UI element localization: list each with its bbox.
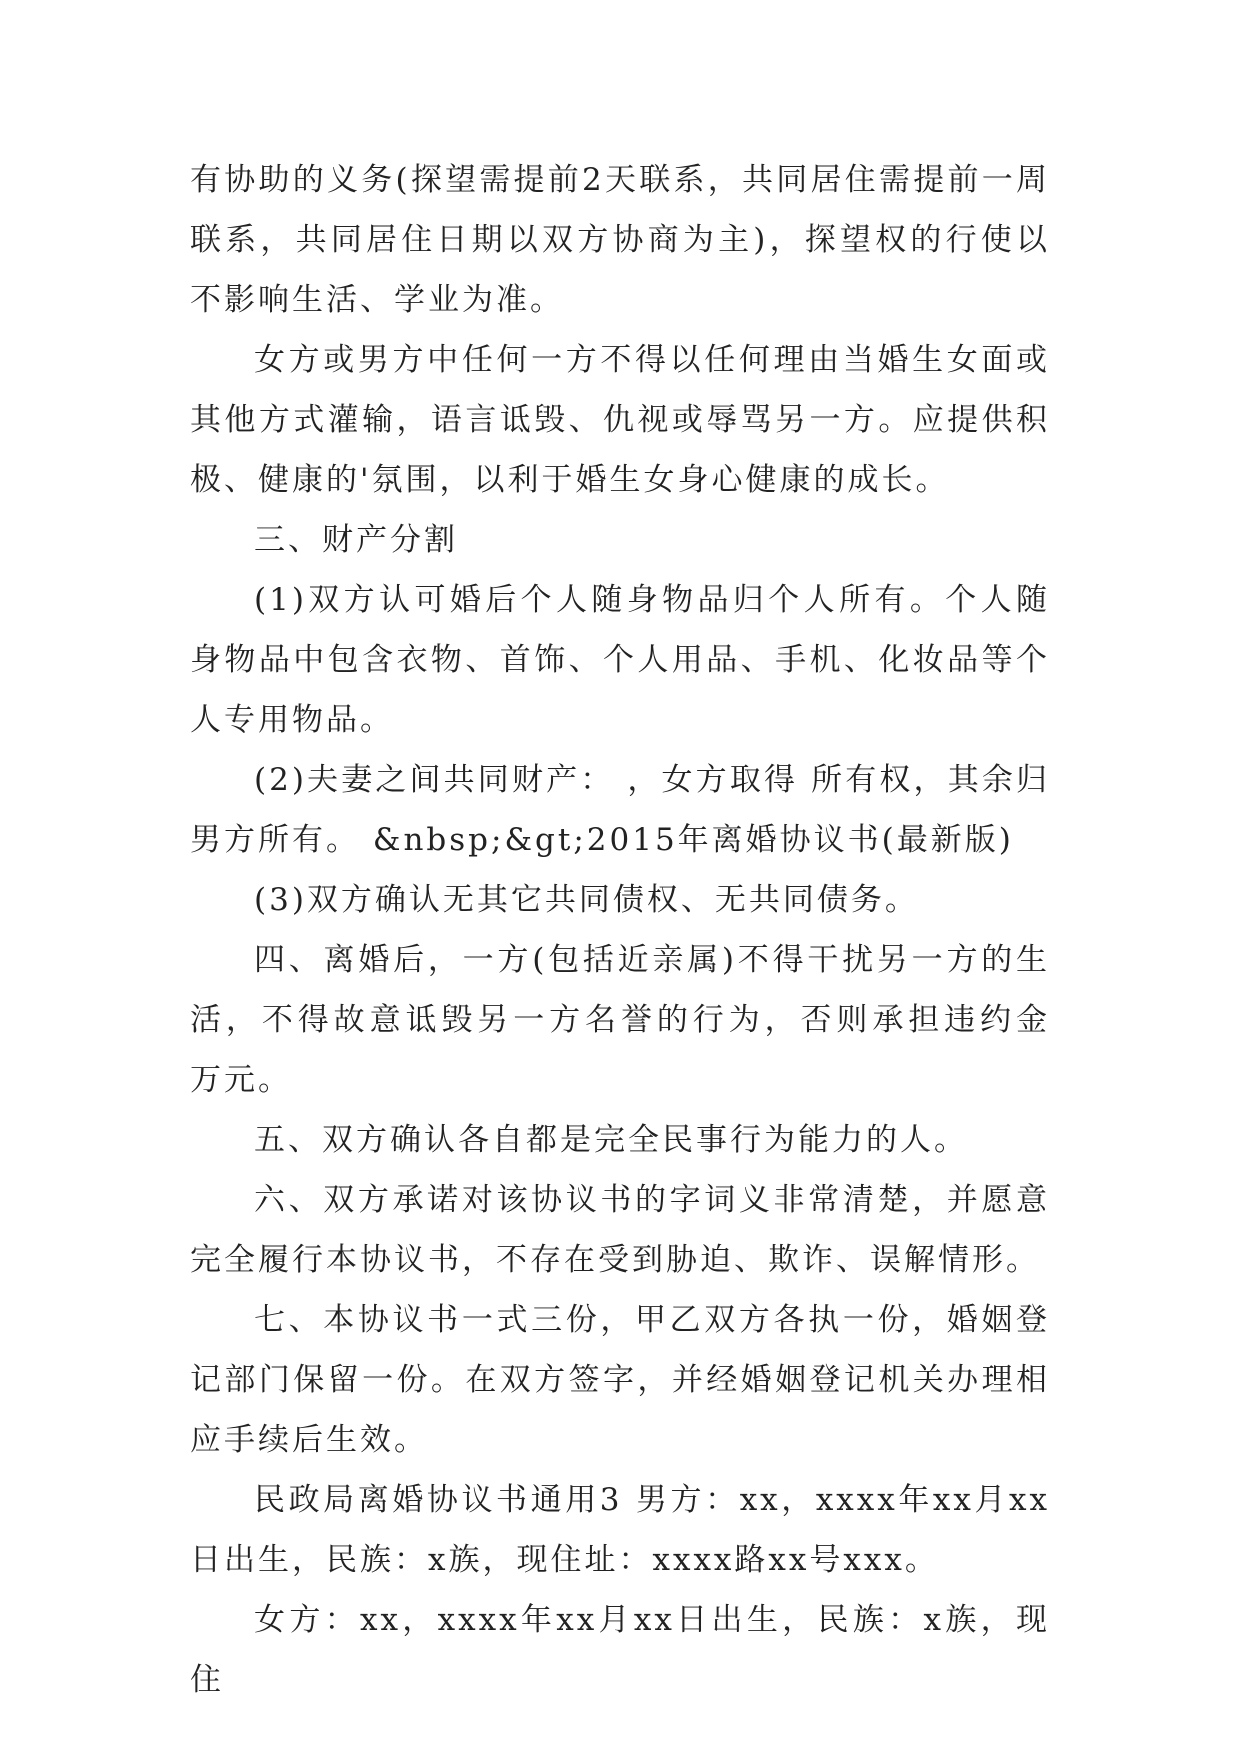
paragraph-personal-items: (1)双方认可婚后个人随身物品归个人所有。个人随身物品中包含衣物、首饰、个人用品、手机、化妆品等个人专用物品。 — [190, 582, 1050, 738]
paragraph-male-party-info: 民政局离婚协议书通用3 男方：xx，xxxx年xx月xx日出生，民族：x族，现住址：xxxx路xx号xxx。 — [190, 1482, 1050, 1578]
paragraph-joint-property: (2)夫妻之间共同财产： ，女方取得 所有权，其余归男方所有。 &nbsp;&gt;2015年离婚协议书(最新版) — [190, 762, 1050, 858]
paragraph-no-interference: 四、离婚后，一方(包括近亲属)不得干扰另一方的生活，不得故意诋毁另一方名誉的行为，否则承担违约金 万元。 — [190, 942, 1050, 1098]
paragraph-copies-effective: 七、本协议书一式三份，甲乙双方各执一份，婚姻登记部门保留一份。在双方签字，并经婚姻登记机关办理相应手续后生效。 — [190, 1302, 1050, 1458]
paragraph-civil-capacity: 五、双方确认各自都是完全民事行为能力的人。 — [254, 1122, 968, 1158]
paragraph-no-defamation: 女方或男方中任何一方不得以任何理由当婚生女面或其他方式灌输，语言诋毁、仇视或辱骂另一方。应提供积极、健康的'氛围，以利于婚生女身心健康的成长。 — [190, 342, 1050, 498]
paragraph-understanding: 六、双方承诺对该协议书的字词义非常清楚，并愿意完全履行本协议书，不存在受到胁迫、欺诈、误解情形。 — [190, 1182, 1050, 1278]
paragraph-no-joint-debt: (3)双方确认无其它共同债权、无共同债务。 — [254, 882, 919, 918]
document-body — [190, 150, 1050, 1710]
paragraph-visitation-duty: 有协助的义务(探望需提前2天联系，共同居住需提前一周联系，共同居住日期以双方协商为主)，探望权的行使以不影响生活、学业为准。 — [190, 162, 1050, 318]
paragraph-female-party-info: 女方：xx，xxxx年xx月xx日出生，民族：x族，现住 — [190, 1602, 1050, 1698]
section-heading-property-division: 三、财产分割 — [254, 522, 458, 558]
